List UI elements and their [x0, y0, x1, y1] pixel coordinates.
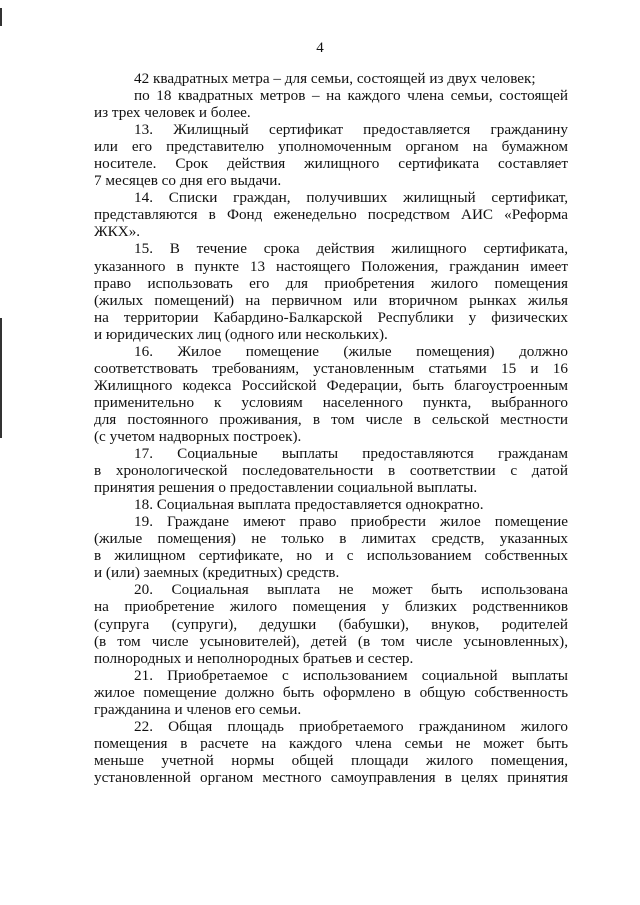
- text-line: 21. Приобретаемое с использованием социальной выплаты: [134, 666, 568, 684]
- text-line: и (или) заемных (кредитных) средств.: [94, 564, 340, 582]
- text-line: или его представителю уполномоченным органом на бумажном: [94, 138, 568, 156]
- paragraph-p22: [94, 718, 568, 786]
- text-line: 17. Социальные выплаты предоставляются гражданам: [134, 445, 568, 463]
- paragraph-p18b: [94, 496, 568, 513]
- paragraph-p42: [94, 70, 568, 87]
- text-line: и юридических лиц (одного или нескольких).: [94, 325, 388, 343]
- text-line: 7 месяцев со дня его выдачи.: [94, 172, 282, 190]
- paragraph-p14: [94, 189, 568, 240]
- paragraph-p20: [94, 581, 568, 666]
- text-line: (в том числе усыновителей), детей (в том числе усыновленных),: [94, 632, 568, 650]
- text-line: помещения в расчете на каждого члена семьи не может быть: [94, 734, 568, 752]
- text-line: соответствовать требованиям, установленным статьями 15 и 16: [94, 359, 568, 377]
- text-line: 20. Социальная выплата не может быть использована: [134, 581, 568, 599]
- text-line: 15. В течение срока действия жилищного сертификата,: [134, 240, 568, 258]
- paragraph-p15: [94, 240, 568, 342]
- text-line: 19. Граждане имеют право приобрести жилое помещение: [134, 513, 568, 531]
- paragraph-p21: [94, 667, 568, 718]
- paragraph-p18: [94, 87, 568, 121]
- text-line: носителе. Срок действия жилищного сертификата составляет: [94, 155, 568, 173]
- paragraph-p19: [94, 513, 568, 581]
- scan-edge-mark-top: [0, 8, 2, 26]
- text-line: 22. Общая площадь приобретаемого гражданином жилого: [134, 717, 568, 735]
- text-line: указанного в пункте 13 настоящего Положения, гражданин имеет: [94, 257, 568, 275]
- text-line: на территории Кабардино-Балкарской Республики у физических: [94, 308, 568, 326]
- text-line: (супруга (супруги), дедушки (бабушки), внуков, родителей: [94, 615, 568, 633]
- paragraph-p17: [94, 445, 568, 496]
- scan-edge-mark-middle: [0, 318, 2, 438]
- document-body: [94, 70, 568, 786]
- text-line: представляются в Фонд еженедельно посредством АИС «Реформа: [94, 206, 568, 224]
- text-line: применительно к условиям населенного пункта, выбранного: [94, 393, 568, 411]
- text-line: (жилые помещения) не только в лимитах средств, указанных: [94, 530, 568, 548]
- text-line: 42 квадратных метра – для семьи, состоящей из двух человек;: [134, 70, 536, 87]
- text-line: (жилых помещений) на первичном или вторичном рынках жилья: [94, 291, 568, 309]
- text-line: в хронологической последовательности в соответствии с датой: [94, 462, 568, 480]
- text-line: гражданина и членов его семьи.: [94, 700, 302, 718]
- text-line: для постоянного проживания, в том числе в сельской местности: [94, 410, 568, 428]
- text-line: Жилищного кодекса Российской Федерации, быть благоустроенным: [94, 376, 568, 394]
- text-line: ЖКХ».: [94, 223, 141, 241]
- paragraph-p13: [94, 121, 568, 189]
- text-line: 18. Социальная выплата предоставляется однократно.: [134, 496, 484, 514]
- text-line: (с учетом надворных построек).: [94, 427, 302, 445]
- text-line: из трех человек и более.: [94, 104, 251, 122]
- text-line: в жилищном сертификате, но и с использованием собственных: [94, 547, 568, 565]
- text-line: на приобретение жилого помещения у близких родственников: [94, 598, 568, 616]
- text-line: 13. Жилищный сертификат предоставляется гражданину: [134, 121, 568, 139]
- text-line: 16. Жилое помещение (жилые помещения) должно: [134, 342, 568, 360]
- text-line: установленной органом местного самоуправления в целях принятия: [94, 768, 568, 786]
- text-line: право использовать его для приобретения жилого помещения: [94, 274, 568, 292]
- text-line: принятия решения о предоставлении социальной выплаты.: [94, 479, 478, 497]
- text-line: жилое помещение должно быть оформлено в общую собственность: [94, 683, 568, 701]
- text-line: по 18 квадратных метров – на каждого члена семьи, состоящей: [134, 87, 568, 105]
- text-line: меньше учетной нормы общей площади жилого помещения,: [94, 751, 568, 769]
- paragraph-p16: [94, 343, 568, 445]
- text-line: 14. Списки граждан, получивших жилищный сертификат,: [134, 189, 568, 207]
- page-number: 4: [316, 40, 324, 56]
- text-line: полнородных и неполнородных братьев и сестер.: [94, 649, 414, 667]
